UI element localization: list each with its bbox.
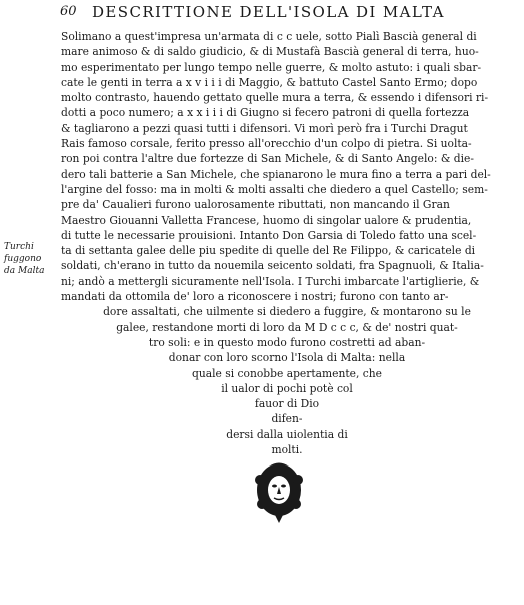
text-line: difen-: [271, 412, 303, 426]
margin-note: [4, 241, 56, 277]
text-line: cate le genti in terra a x v i i i di Maggio, & battuto Castel Santo Ermo; dopo: [61, 75, 478, 89]
text-line: dotti a poco numero; a x x i i i di Giugno si fecero patroni di quella fortezza: [61, 106, 470, 120]
text-line: tro soli: e in questo modo furono costretti ad aban-: [148, 335, 426, 349]
text-line: galee, restandone morti di loro da M D c c c, & de' nostri quat-: [116, 320, 458, 334]
ornament-mask-icon: [254, 460, 304, 524]
text-line: dersi dalla uiolentia di: [226, 427, 348, 441]
text-line: dero tali batterie a San Michele, che spianarono le mura fino a terra a pari del-: [61, 167, 491, 181]
text-line: l'argine del fosso: ma in molti & molti assalti che diedero a quel Castello; sem-: [61, 182, 488, 196]
text-line: mare animoso & di saldo giudicio, & di Mustafà Bascià general di terra, huo-: [61, 45, 479, 59]
text-line: ta di settanta galee delle piu spedite di quelle del Re Filippo, & caricatele di: [61, 244, 476, 258]
text-line: soldati, ch'erano in tutto da nouemila seicento soldati, fra Spagnuoli, & Italia-: [61, 259, 484, 273]
text-line: ni; andò a mettergli sicuramente nell'Isola. I Turchi imbarcate l'artiglierie, &: [61, 274, 480, 288]
text-line: di tutte le necessarie prouisioni. Intanto Don Garsia di Toledo fatto una scel-: [61, 228, 477, 242]
text-line: Rais famoso corsale, ferito presso all'orecchio d'un colpo di pietra. Si uolta-: [61, 137, 472, 151]
page-header: [60, 2, 480, 24]
text-line: il ualor di pochi potè col: [221, 381, 353, 395]
body-text: [61, 29, 513, 457]
margin-note-line: Turchi: [4, 242, 34, 252]
text-line: mo esperimentato per lungo tempo nelle guerre, & molto astuto: i quali sbar-: [61, 60, 482, 74]
text-line: mandati da ottomila de' loro a riconoscere i nostri; furono con tanto ar-: [61, 290, 449, 304]
text-line: molto contrasto, hauendo gettato quelle mura a terra, & essendo i difensori ri-: [61, 91, 489, 105]
page-number: 60: [60, 4, 77, 19]
text-line: quale si conobbe apertamente, che: [192, 366, 382, 380]
text-line: molti.: [271, 443, 303, 457]
text-line: Maestro Giouanni Valletta Francese, huomo di singolar ualore & prudentia,: [61, 213, 472, 227]
text-line: ron poi contra l'altre due fortezze di San Michele, & di Santo Angelo: & die-: [61, 152, 474, 166]
text-line: pre da' Caualieri furono ualorosamente ributtati, non mancando il Gran: [61, 198, 450, 212]
margin-note-line: da Malta: [4, 266, 45, 276]
text-line: dore assaltati, che uilmente si diedero a fuggire, & montarono su le: [103, 305, 471, 319]
text-line: donar con loro scorno l'Isola di Malta: nella: [168, 351, 406, 365]
text-line: fauor di Dio: [254, 397, 320, 411]
text-line: Solimano a quest'impresa un'armata di c c uele, sotto Pialì Bascià general di: [61, 30, 477, 43]
text-line: & tagliarono a pezzi quasi tutti i difensori. Vi morì però fra i Turchi Dragut: [61, 121, 468, 135]
running-title: DESCRITTIONE DELL'ISOLA DI MALTA: [92, 3, 445, 21]
margin-note-line: fuggono: [4, 254, 42, 264]
